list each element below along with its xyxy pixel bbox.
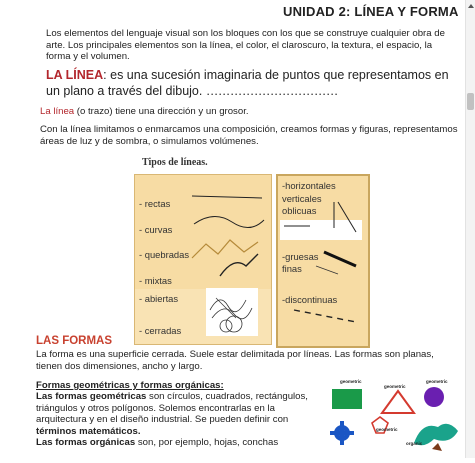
line-definition-text: : es una sucesión imaginaria de puntos que representamos en un plano a través del dibujo.: [46, 68, 449, 98]
vertical-scrollbar[interactable]: [465, 0, 475, 458]
type-horizontales: -horizontales: [282, 180, 336, 191]
math-terms: términos matemáticos.: [36, 425, 141, 437]
type-verticales: verticales: [282, 193, 322, 204]
type-gruesas: -gruesas: [282, 251, 319, 262]
scrollbar-thumb[interactable]: [467, 93, 474, 110]
line-definition: [46, 67, 456, 99]
type-quebradas: - quebradas: [139, 249, 190, 260]
shape-label-4: geometric: [376, 427, 398, 432]
shape-label-2: geometric: [384, 384, 406, 389]
shape-label-1: geometric: [340, 379, 362, 384]
unit-title: UNIDAD 2: LÍNEA Y FORMA: [283, 4, 459, 19]
shape-label-3: geometric: [426, 379, 448, 384]
forms-subtitle: Formas geométricas y formas orgánicas:: [36, 380, 224, 391]
geometric-forms-term: Las formas geométricas: [36, 391, 147, 403]
forms-types-paragraph: [36, 380, 316, 448]
geometric-forms-text: son círculos, cuadrados, rectángulos, triángulos y otros polígonos. Solemos encontrarlas en la arquitectura y en el diseño industrial. Se pueden definir con: [36, 391, 308, 426]
blue-gear-icon: [330, 421, 354, 445]
line-types-title: Tipos de líneas.: [142, 157, 208, 168]
type-discontinuas: -discontinuas: [282, 294, 338, 305]
triangle-icon: [382, 391, 414, 413]
type-finas: finas: [282, 263, 302, 274]
type-mixtas: - mixtas: [139, 275, 172, 286]
type-rectas: - rectas: [139, 198, 171, 209]
intro-paragraph: Los elementos del lenguaje visual son los bloques con los que se construye cualquier obra de arte. Los principales elementos son la línea, el color, el claroscuro, la textura, el espacio, la forma y el volumen.: [46, 28, 445, 63]
type-oblicuas: oblicuas: [282, 205, 317, 216]
line-direction-text: (o trazo) tiene una dirección y un grosor.: [74, 106, 249, 117]
green-rectangle-icon: [332, 389, 362, 409]
type-curvas: - curvas: [139, 224, 173, 235]
organic-forms-text: son, por ejemplo, hojas, conchas: [135, 437, 279, 449]
fill-in-blank: ……………………………: [205, 84, 338, 98]
line-uses: Con la línea limitamos o enmarcamos una composición, creamos formas y figuras, representamos áreas de luz y de sombra, o simulamos volúmenes.: [40, 124, 458, 147]
type-abiertas: - abiertas: [139, 293, 179, 304]
purple-circle-icon: [424, 387, 444, 407]
line-direction: [40, 106, 450, 118]
line-direction-term: La línea: [40, 106, 75, 117]
shapes-illustration: [322, 377, 465, 458]
forms-heading: LAS FORMAS: [36, 335, 113, 347]
line-samples-drawing: [134, 174, 366, 344]
shape-label-5: organic: [406, 441, 423, 446]
organic-forms-term: Las formas orgánicas: [36, 437, 136, 449]
scroll-up-arrow-icon[interactable]: [468, 4, 474, 8]
type-cerradas: - cerradas: [139, 325, 182, 336]
organic-leaf-icon: [432, 443, 442, 451]
line-term: LA LÍNEA: [46, 68, 104, 82]
forms-paragraph: La forma es una superficie cerrada. Suele estar delimitada por líneas. Las formas son planas, tienen dos dimensiones, ancho y largo.: [36, 349, 434, 372]
